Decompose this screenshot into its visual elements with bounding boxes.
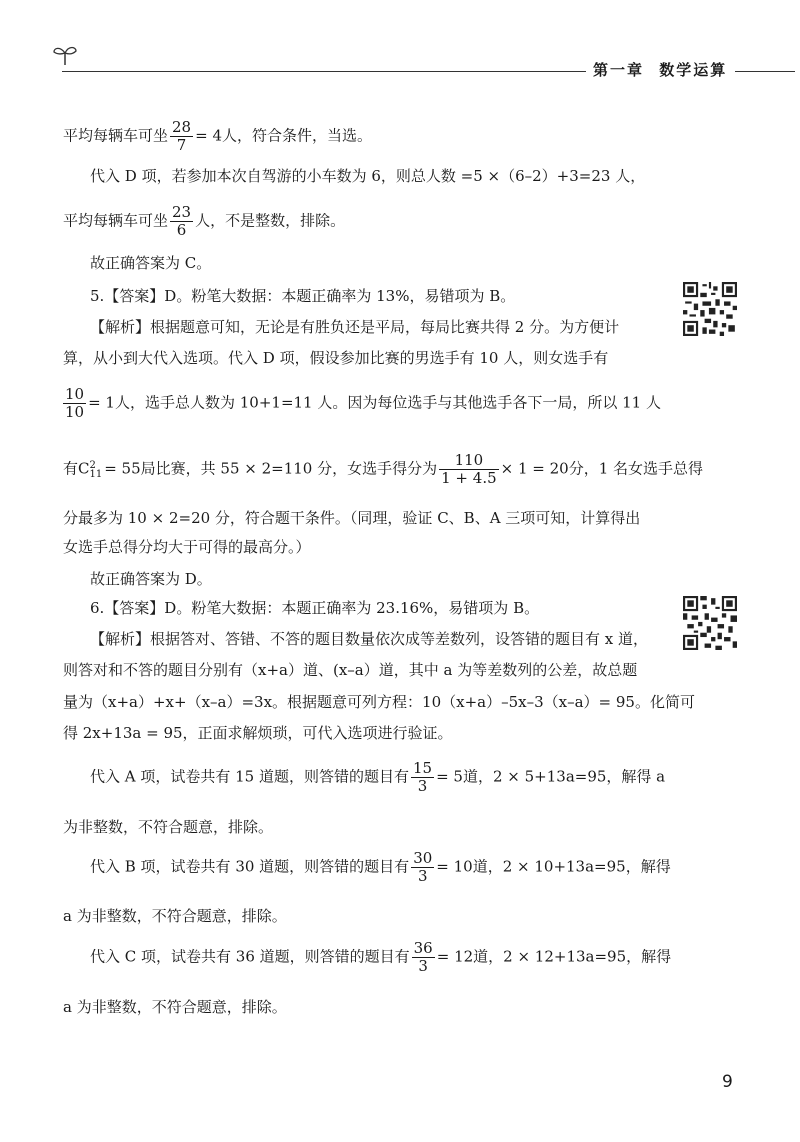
text-line: 平均每辆车可坐 $\frac{23}{6}$ 人，不是整数，排除。 [63,203,346,239]
fraction: $\frac{28}{7}$ [172,118,192,154]
fraction: $\frac{36}{3}$ [413,939,433,975]
text-line: 故正确答案为 D。 [90,570,212,588]
text-line: 故正确答案为 C。 [90,254,212,272]
text-line: 代入 A 项，试卷共有 15 道题，则答错的题目有 $\frac{15}{3}$ = 5道，2 × 5+13a=95，解得 a [90,759,666,795]
text-line: 代入 B 项，试卷共有 30 道题，则答错的题目有 $\frac{30}{3}$ = 10道，2 × 10+13a=95，解得 [90,849,671,885]
chapter-label: 第一章 [593,61,645,79]
text-line: a 为非整数，不符合题意，排除。 [63,998,287,1016]
text-line: 代入 D 项，若参加本次自驾游的小车数为 6，则总人数 =5 ×（6–2）+3=23 人， [90,167,646,185]
text-line: 有C 2 11 = 55局比赛，共 55 × 2=110 分，女选手得分为 $\frac{110}{1 + 4.5}$ × 1 = 20分，1 名女选手总得 [63,451,704,487]
text-line: 代入 C 项，试卷共有 36 道题，则答错的题目有 $\frac{36}{3}$ = 12道，2 × 12+13a=95，解得 [90,939,672,975]
fraction: $\frac{110}{1 + 4.5}$ [441,451,497,487]
text-line: 得 2x+13a = 95，正面求解烦琐，可代入选项进行验证。 [63,724,453,742]
text-line: a 为非整数，不符合题意，排除。 [63,907,287,925]
text-line: $\frac{10}{10}$ = 1人，选手总人数为 10+1=11 人。因为每位选手与其他选手各下一局，所以 11 人 [65,385,661,421]
header-rule-right [735,71,795,72]
qr-code-icon[interactable] [683,282,737,336]
answer-heading: 6.【答案】D。粉笔大数据：本题正确率为 23.16%，易错项为 B。 [90,599,540,617]
text-line: 分最多为 10 × 2=20 分，符合题干条件。（同理，验证 C、B、A 三项可知，计算得出 [63,509,641,527]
answer-heading: 5.【答案】D。粉笔大数据：本题正确率为 13%，易错项为 B。 [90,287,516,305]
fraction: $\frac{10}{10}$ [65,385,85,421]
text-line: 算，从小到大代入选项。代入 D 项，假设参加比赛的男选手有 10 人，则女选手有 [63,349,609,367]
fraction: $\frac{15}{3}$ [413,759,433,795]
chapter-topic: 数学运算 [659,61,728,79]
text-line: 为非整数，不符合题意，排除。 [63,818,274,836]
fraction: $\frac{30}{3}$ [413,849,433,885]
text-line: 量为（x+a）+x+（x–a）=3x。根据题意可列方程：10（x+a）–5x–3（x–a）= 95。化简可 [63,693,695,711]
qr-code-icon[interactable] [683,596,737,650]
text-line: 【解析】根据题意可知，无论是有胜负还是平局，每局比赛共得 2 分。为方便计 [90,318,620,336]
sprout-icon [52,44,78,66]
text-line: 平均每辆车可坐 $\frac{28}{7}$ = 4人，符合条件，当选。 [63,118,372,154]
fraction: $\frac{23}{6}$ [172,203,192,239]
header-rule-left [62,71,586,72]
text-line: 女选手总得分均大于可得的最高分。） [63,538,311,556]
text-line: 【解析】根据答对、答错、不答的题目数量依次成等差数列，设答错的题目有 x 道， [90,630,648,648]
text-line: 则答对和不答的题目分别有（x+a）道、(x–a）道，其中 a 为等差数列的公差，故总题 [63,661,638,679]
chapter-title [593,59,727,80]
page-number: 9 [722,1072,733,1092]
